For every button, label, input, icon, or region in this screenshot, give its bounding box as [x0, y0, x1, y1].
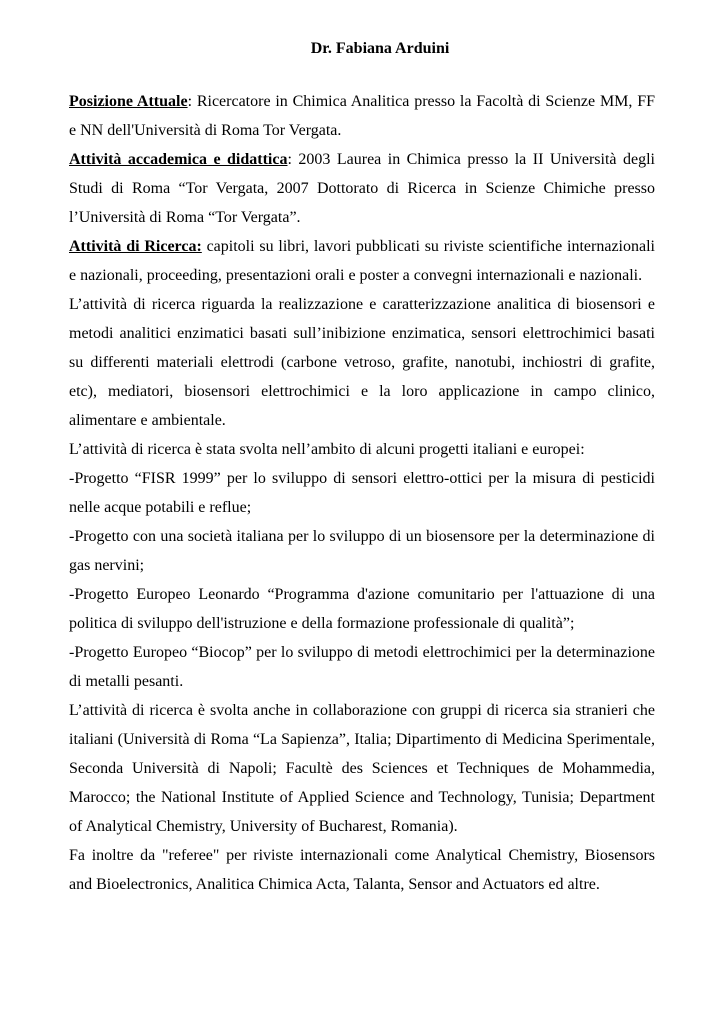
- collaborazioni-paragraph: L’attività di ricerca è svolta anche in collaborazione con gruppi di ricerca sia stranieri che italiani (Università di Roma “La Sapienza”, Italia; Dipartimento di Medicina Sperimentale, Seconda Università di Napoli; Facultè des Sciences et Techniques de Mohammedia, Marocco; the National Institute of Applied Science and Technology, Tunisia; Department of Analytical Chemistry, University of Bucharest, Romania).: [69, 702, 655, 835]
- referee-paragraph: Fa inoltre da "referee" per riviste internazionali come Analytical Chemistry, Biosensors and Bioelectronics, Analitica Chimica Acta, Talanta, Sensor and Actuators ed altre.: [69, 847, 655, 893]
- posizione-attuale-label: Posizione Attuale: [69, 93, 188, 110]
- attivita-accademica-label: Attività accademica e didattica: [69, 151, 288, 168]
- attivita-ricerca-label: Attività di Ricerca:: [69, 238, 202, 255]
- progetti-intro-paragraph: L’attività di ricerca è stata svolta nell’ambito di alcuni progetti italiani e europei:: [69, 441, 585, 458]
- page-title: Dr. Fabiana Arduini: [310, 40, 450, 57]
- attivita-ricerca-text: capitoli su libri, lavori pubblicati su riviste scientifiche internazionali e nazionali, proceeding, presentazioni orali e poster a convegni internazionali e nazionali.: [69, 238, 655, 284]
- attivita-accademica-paragraph: [69, 145, 655, 232]
- progetto-fisr-item: -Progetto “FISR 1999” per lo sviluppo di sensori elettro-ottici per la misura di pesticidi nelle acque potabili e reflue;: [69, 470, 655, 516]
- posizione-attuale-paragraph: [69, 87, 655, 145]
- document-page: [69, 34, 655, 899]
- progetto-leonardo-item: -Progetto Europeo Leonardo “Programma d'azione comunitario per l'attuazione di una politica di sviluppo dell'istruzione e della formazione professionale di qualità”;: [69, 586, 655, 632]
- spacer: [69, 63, 655, 87]
- posizione-attuale-text: : Ricercatore in Chimica Analitica presso la Facoltà di Scienze MM, FF e NN dell'Università di Roma Tor Vergata.: [69, 93, 655, 139]
- attivita-ricerca-paragraph: [69, 232, 655, 290]
- progetto-gas-nervini-item: -Progetto con una società italiana per lo sviluppo di un biosensore per la determinazione di gas nervini;: [69, 528, 655, 574]
- progetto-biocop-item: -Progetto Europeo “Biocop” per lo sviluppo di metodi elettrochimici per la determinazione di metalli pesanti.: [69, 644, 655, 690]
- ricerca-descrizione-paragraph: L’attività di ricerca riguarda la realizzazione e caratterizzazione analitica di biosensori e metodi analitici enzimatici basati sull’inibizione enzimatica, sensori elettrochimici basati su differenti materiali elettrodi (carbone vetroso, grafite, nanotubi, inchiostri di grafite, etc), mediatori, biosensori elettrochimici e la loro applicazione in campo clinico, alimentare e ambientale.: [69, 296, 655, 429]
- attivita-accademica-text: : 2003 Laurea in Chimica presso la II Università degli Studi di Roma “Tor Vergata, 2007 Dottorato di Ricerca in Scienze Chimiche presso l’Università di Roma “Tor Vergata”.: [69, 151, 655, 226]
